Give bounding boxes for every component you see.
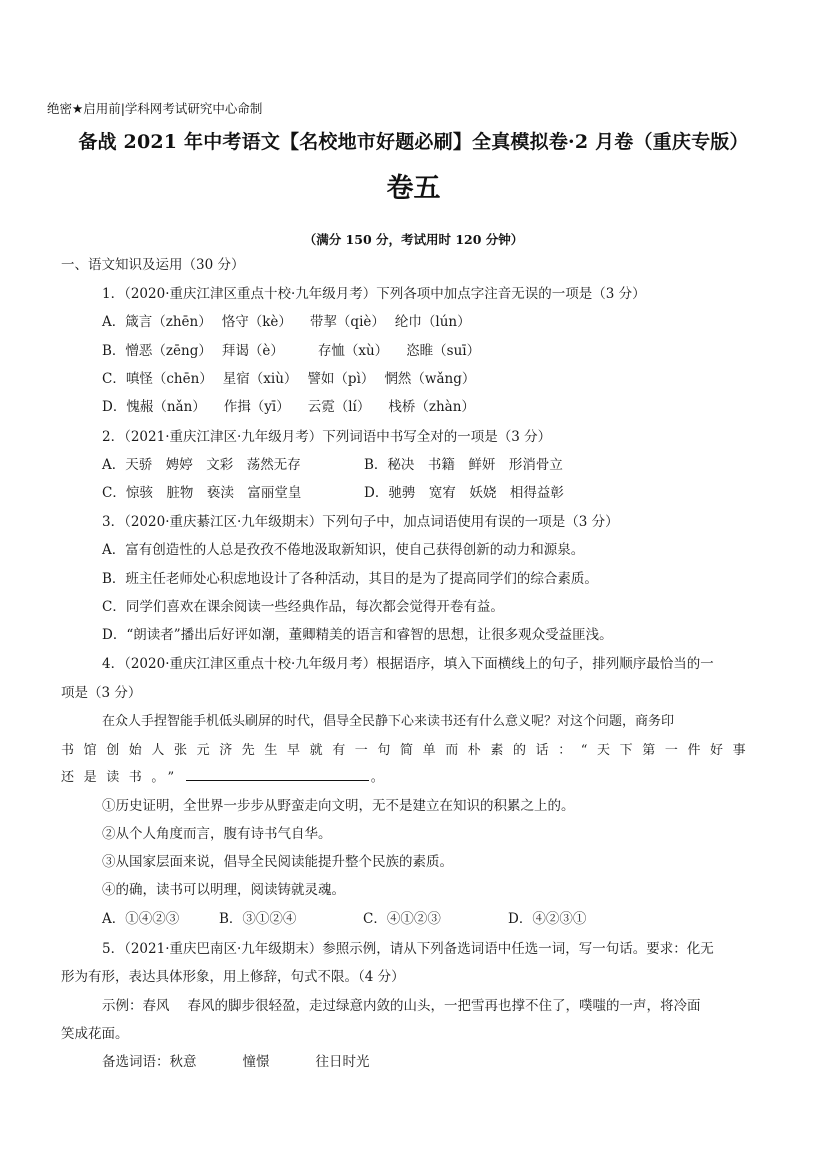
q4-passage-line-1: 在众人手捏智能手机低头刷屏的时代，倡导全民静下心来读书还有什么意义呢？对这个问题，商务印	[102, 714, 675, 729]
option-label: C．	[102, 599, 126, 615]
option-text: “朗读者”播出后好评如潮，董卿精美的语言和睿智的思想，让很多观众受益匪浅。	[126, 627, 613, 643]
q4-passage-line-3	[61, 768, 384, 787]
q1-option-b	[102, 342, 480, 360]
q4-option-a	[102, 911, 179, 927]
q4-options	[102, 910, 662, 928]
q2-option-b	[364, 456, 563, 474]
option-text: ①④②③	[125, 911, 180, 927]
option-text: 驰骋 宽宥 妖娆 相得益彰	[388, 485, 564, 501]
q4-stem-line-2: 项是（3 分）	[61, 685, 142, 701]
q5-example-line-1	[102, 997, 701, 1015]
q4-option-d	[508, 910, 586, 928]
option-item: 星宿（xiù）	[222, 371, 298, 387]
option-label: C．	[363, 911, 387, 927]
option-label: D．	[508, 911, 533, 927]
option-item: 箴言（zhēn）	[125, 314, 212, 330]
q1-option-d	[102, 398, 475, 416]
option-label: B．	[364, 457, 388, 473]
option-label: D．	[102, 399, 127, 415]
option-label: A．	[102, 542, 126, 558]
option-label: D．	[102, 627, 127, 643]
option-item: 嗔怪（chēn）	[125, 371, 213, 387]
passage-text: 还是读书。”	[61, 770, 184, 785]
q2-stem: 2．（2021·重庆江津区·九年级月考）下列词语中书写全对的一项是（3 分）	[102, 429, 552, 445]
q4-sentence-3: ③从国家层面来说，倡导全民阅读能提升整个民族的素质。	[102, 854, 453, 870]
option-item: 譬如（pì）	[307, 371, 375, 387]
option-label: A．	[102, 314, 126, 330]
option-item: 憎恶（zēng）	[125, 343, 212, 359]
q3-option-c	[102, 598, 504, 616]
option-text: ④②③①	[532, 911, 587, 927]
option-text: ④①②③	[386, 911, 441, 927]
q2-options-row-1	[102, 456, 662, 474]
option-label: C．	[102, 485, 126, 501]
option-item: 拜谒（è）	[221, 343, 284, 359]
option-text: 富有创造性的人总是孜孜不倦地汲取新知识，使自己获得创新的动力和源泉。	[125, 542, 585, 558]
example-label: 示例：春风	[102, 998, 170, 1014]
q3-stem: 3．（2020·重庆綦江区·九年级期末）下列句子中，加点词语使用有误的一项是（3 分）	[102, 514, 619, 530]
example-text: 春风的脚步很轻盈，走过绿意内敛的山头，一把雪再也撑不住了，噗嗤的一声，将冷面	[187, 998, 701, 1014]
q2-option-c	[102, 485, 301, 501]
option-label: C．	[102, 371, 126, 387]
candidate-word: 往日时光	[315, 1054, 370, 1070]
option-text: 天骄 娉婷 文彩 荡然无存	[125, 457, 301, 473]
candidates-label: 备选词语：	[102, 1054, 170, 1070]
option-text: 班主任老师处心积虑地设计了各种活动，其目的是为了提高同学们的综合素质。	[125, 571, 598, 587]
option-label: D．	[364, 485, 389, 501]
q4-sentence-1: ①历史证明，全世界一步步从野蛮走向文明，无不是建立在知识的积累之上的。	[102, 798, 575, 814]
q3-option-b	[102, 570, 598, 588]
paper-number: 卷五	[386, 173, 441, 204]
q1-option-c	[102, 370, 475, 388]
q2-options-row-2	[102, 484, 662, 502]
q4-option-c	[363, 910, 441, 928]
option-label: B．	[102, 571, 126, 587]
q4-sentence-4: ④的确，读书可以明理，阅读铸就灵魂。	[102, 882, 345, 898]
q4-passage-line-2: 书馆创始人张元济先生早就有一句简单而朴素的话：“天下第一件好事	[61, 743, 756, 758]
fill-in-blank[interactable]	[186, 768, 369, 781]
option-item: 带挈（qiè）	[309, 314, 385, 330]
option-item: 惘然（wǎng）	[384, 371, 476, 387]
option-text: ③①②④	[242, 911, 297, 927]
candidate-word: 秋意	[169, 1054, 197, 1070]
q2-option-a	[102, 457, 301, 473]
q5-stem-line-2: 形为有形，表达具体形象，用上修辞，句式不限。（4 分）	[61, 969, 405, 985]
option-item: 纶巾（lún）	[394, 314, 471, 330]
q4-sentence-2: ②从个人角度而言，腹有诗书气自华。	[102, 826, 332, 842]
option-label: B．	[219, 911, 243, 927]
option-label: A．	[102, 457, 126, 473]
option-text: 同学们喜欢在课余阅读一些经典作品，每次都会觉得开卷有益。	[125, 599, 504, 615]
section-heading: 一、语文知识及运用（30 分）	[61, 257, 245, 273]
option-label: B．	[102, 343, 126, 359]
q5-candidates	[102, 1053, 370, 1071]
q5-stem-line-1: 5．（2021·重庆巴南区·九年级期末）参照示例，请从下列备选词语中任选一词，写一句话。要求：化无	[102, 941, 714, 957]
option-item: 存恤（xù）	[317, 343, 389, 359]
q1-stem: 1．（2020·重庆江津区重点十校·九年级月考）下列各项中加点字注音无误的一项是（3 分）	[102, 286, 646, 302]
option-item: 云霓（lí）	[307, 399, 371, 415]
option-item: 作揖（yī）	[223, 399, 290, 415]
q4-stem-line-1: 4．（2020·重庆江津区重点十校·九年级月考）根据语序，填入下面横线上的句子，排列顺序最恰当的一	[102, 656, 714, 672]
option-text: 惊骇 脏物 亵渎 富丽堂皇	[125, 485, 302, 501]
score-time-note: （满分 150 分，考试用时 120 分钟）	[303, 232, 524, 247]
q2-option-d	[364, 484, 564, 502]
option-item: 恪守（kè）	[221, 314, 292, 330]
q3-option-a	[102, 541, 584, 559]
option-item: 愧赧（nǎn）	[126, 399, 206, 415]
option-item: 栈桥（zhàn）	[388, 399, 475, 415]
q5-example-line-2: 笑成花面。	[61, 1026, 129, 1042]
option-text: 秘决 书籍 鲜妍 形消骨立	[387, 457, 563, 473]
q1-option-a	[102, 313, 471, 331]
candidate-word: 憧憬	[242, 1054, 270, 1070]
option-item: 恣睢（suī）	[406, 343, 481, 359]
q4-option-b	[219, 910, 296, 928]
confidential-line: 绝密★启用前|学科网考试研究中心命制	[47, 101, 263, 116]
q3-option-d	[102, 626, 613, 644]
exam-title: 备战 2021 年中考语文【名校地市好题必刷】全真模拟卷·2 月卷（重庆专版）	[78, 131, 749, 153]
passage-end-punct: 。	[370, 770, 384, 785]
option-label: A．	[102, 911, 126, 927]
